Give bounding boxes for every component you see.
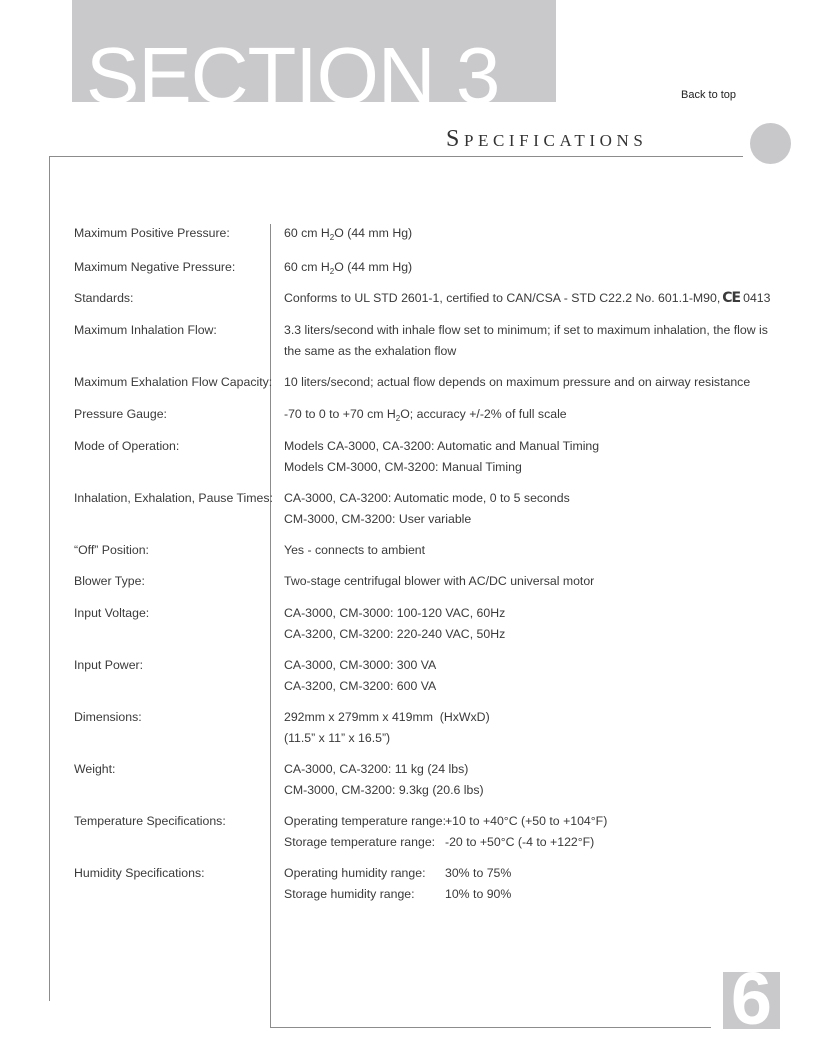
spec-value-line: CM-3000, CM-3200: 9.3kg (20.6 lbs) (284, 782, 484, 797)
spec-label: Mode of Operation: (74, 439, 180, 453)
spec-label: Dimensions: (74, 710, 142, 724)
spec-subrow-name: Storage temperature range: (284, 834, 436, 849)
spec-value-text: -70 to 0 to +70 cm H (284, 407, 396, 421)
divider-top (49, 156, 743, 157)
spec-value-line: CA-3000, CA-3200: 11 kg (24 lbs) (284, 762, 469, 776)
spec-subrow-value: 30% to 75% (445, 866, 512, 880)
subscript: 2 (395, 414, 401, 423)
spec-subrow-value: +10 to +40°C (+50 to +104°F) (445, 814, 608, 828)
spec-subrow (284, 832, 774, 853)
spec-value (284, 863, 774, 904)
spec-label: Maximum Exhalation Flow Capacity: (74, 375, 273, 389)
spec-subrow (284, 863, 774, 884)
spec-label: Maximum Inhalation Flow: (74, 323, 217, 337)
spec-value-text: 0413 (743, 291, 771, 305)
page-number: 6 (730, 972, 773, 1029)
spec-value (284, 540, 774, 561)
page-number-box (723, 972, 780, 1029)
spec-value-text: O; accuracy +/-2% of full scale (400, 407, 567, 421)
subscript: 2 (329, 233, 335, 242)
subscript: 2 (329, 267, 335, 276)
spec-label: Temperature Specifications: (74, 814, 226, 828)
spec-label: Standards: (74, 291, 134, 305)
spec-value-line: Models CA-3000, CA-3200: Automatic and Manual Timing (284, 439, 600, 453)
spec-value (284, 223, 774, 244)
spec-subrow-name: Operating temperature range: (284, 814, 447, 828)
spec-value-text: Conforms to UL STD 2601-1, certified to CAN/CSA - STD C22.2 No. 601.1-M90, (284, 291, 721, 305)
spec-value-text: O (44 mm Hg) (334, 226, 413, 240)
spec-value-line: CM-3000, CM-3200: User variable (284, 511, 472, 526)
spec-label: Blower Type: (74, 574, 145, 588)
spec-value-text: 60 cm H (284, 226, 330, 240)
spec-subrow (284, 884, 774, 905)
spec-value (284, 811, 774, 852)
spec-value (284, 603, 774, 644)
spec-label: Humidity Specifications: (74, 866, 205, 880)
spec-value-line: CA-3000, CM-3000: 100-120 VAC, 60Hz (284, 606, 506, 620)
spec-value (284, 404, 774, 425)
spec-value (284, 372, 774, 393)
spec-value-line: CA-3000, CM-3000: 300 VA (284, 658, 437, 672)
spec-label: Maximum Positive Pressure: (74, 226, 230, 240)
spec-value (284, 320, 770, 361)
spec-label: “Off” Position: (74, 543, 149, 557)
spec-value (284, 759, 774, 800)
page-subtitle: Specifications (446, 126, 648, 152)
spec-value-line: CA-3200, CM-3200: 220-240 VAC, 50Hz (284, 626, 506, 641)
spec-value (284, 488, 774, 529)
spec-value (284, 655, 774, 696)
spec-value (284, 257, 774, 278)
spec-value-text: 3.3 liters/second with inhale flow set to minimum; if set to maximum inhalation, the flow is the same as the exhalation flow (284, 323, 768, 358)
spec-subrow (284, 811, 774, 832)
spec-label: Input Voltage: (74, 606, 150, 620)
spec-value (284, 288, 774, 309)
spec-value-text: Two-stage centrifugal blower with AC/DC universal motor (284, 574, 595, 588)
spec-value-line: (11.5” x 11” x 16.5”) (284, 730, 391, 745)
divider-column (270, 224, 271, 1028)
divider-left (49, 156, 50, 1001)
spec-value-line: Models CM-3000, CM-3200: Manual Timing (284, 459, 522, 474)
spec-label: Inhalation, Exhalation, Pause Times: (74, 491, 273, 505)
back-to-top-link[interactable]: Back to top (681, 89, 737, 101)
spec-label: Weight: (74, 762, 116, 776)
spec-value-line: 292mm x 279mm x 419mm (HxWxD) (284, 710, 490, 724)
spec-label: Pressure Gauge: (74, 407, 167, 421)
spec-value-text: O (44 mm Hg) (334, 260, 413, 274)
section-title: SECTION 3 (86, 31, 500, 120)
spec-value-text: Yes - connects to ambient (284, 543, 426, 557)
spec-value-text: 60 cm H (284, 260, 330, 274)
decorative-circle (750, 123, 791, 164)
spec-subrow-name: Storage humidity range: (284, 886, 415, 901)
spec-subrow-value: 10% to 90% (445, 886, 512, 901)
ce-mark-icon: CE (722, 290, 741, 306)
spec-value (284, 571, 774, 592)
spec-label: Input Power: (74, 658, 144, 672)
divider-bottom (270, 1027, 711, 1028)
spec-value (284, 707, 774, 748)
spec-value-line: CA-3000, CA-3200: Automatic mode, 0 to 5 seconds (284, 491, 570, 505)
spec-subrow-name: Operating humidity range: (284, 866, 426, 880)
spec-subrow-value: -20 to +50°C (-4 to +122°F) (445, 834, 595, 849)
spec-value-text: 10 liters/second; actual flow depends on maximum pressure and on airway resistance (284, 375, 751, 389)
spec-value-line: CA-3200, CM-3200: 600 VA (284, 678, 437, 693)
spec-label: Maximum Negative Pressure: (74, 260, 236, 274)
spec-value (284, 436, 774, 477)
